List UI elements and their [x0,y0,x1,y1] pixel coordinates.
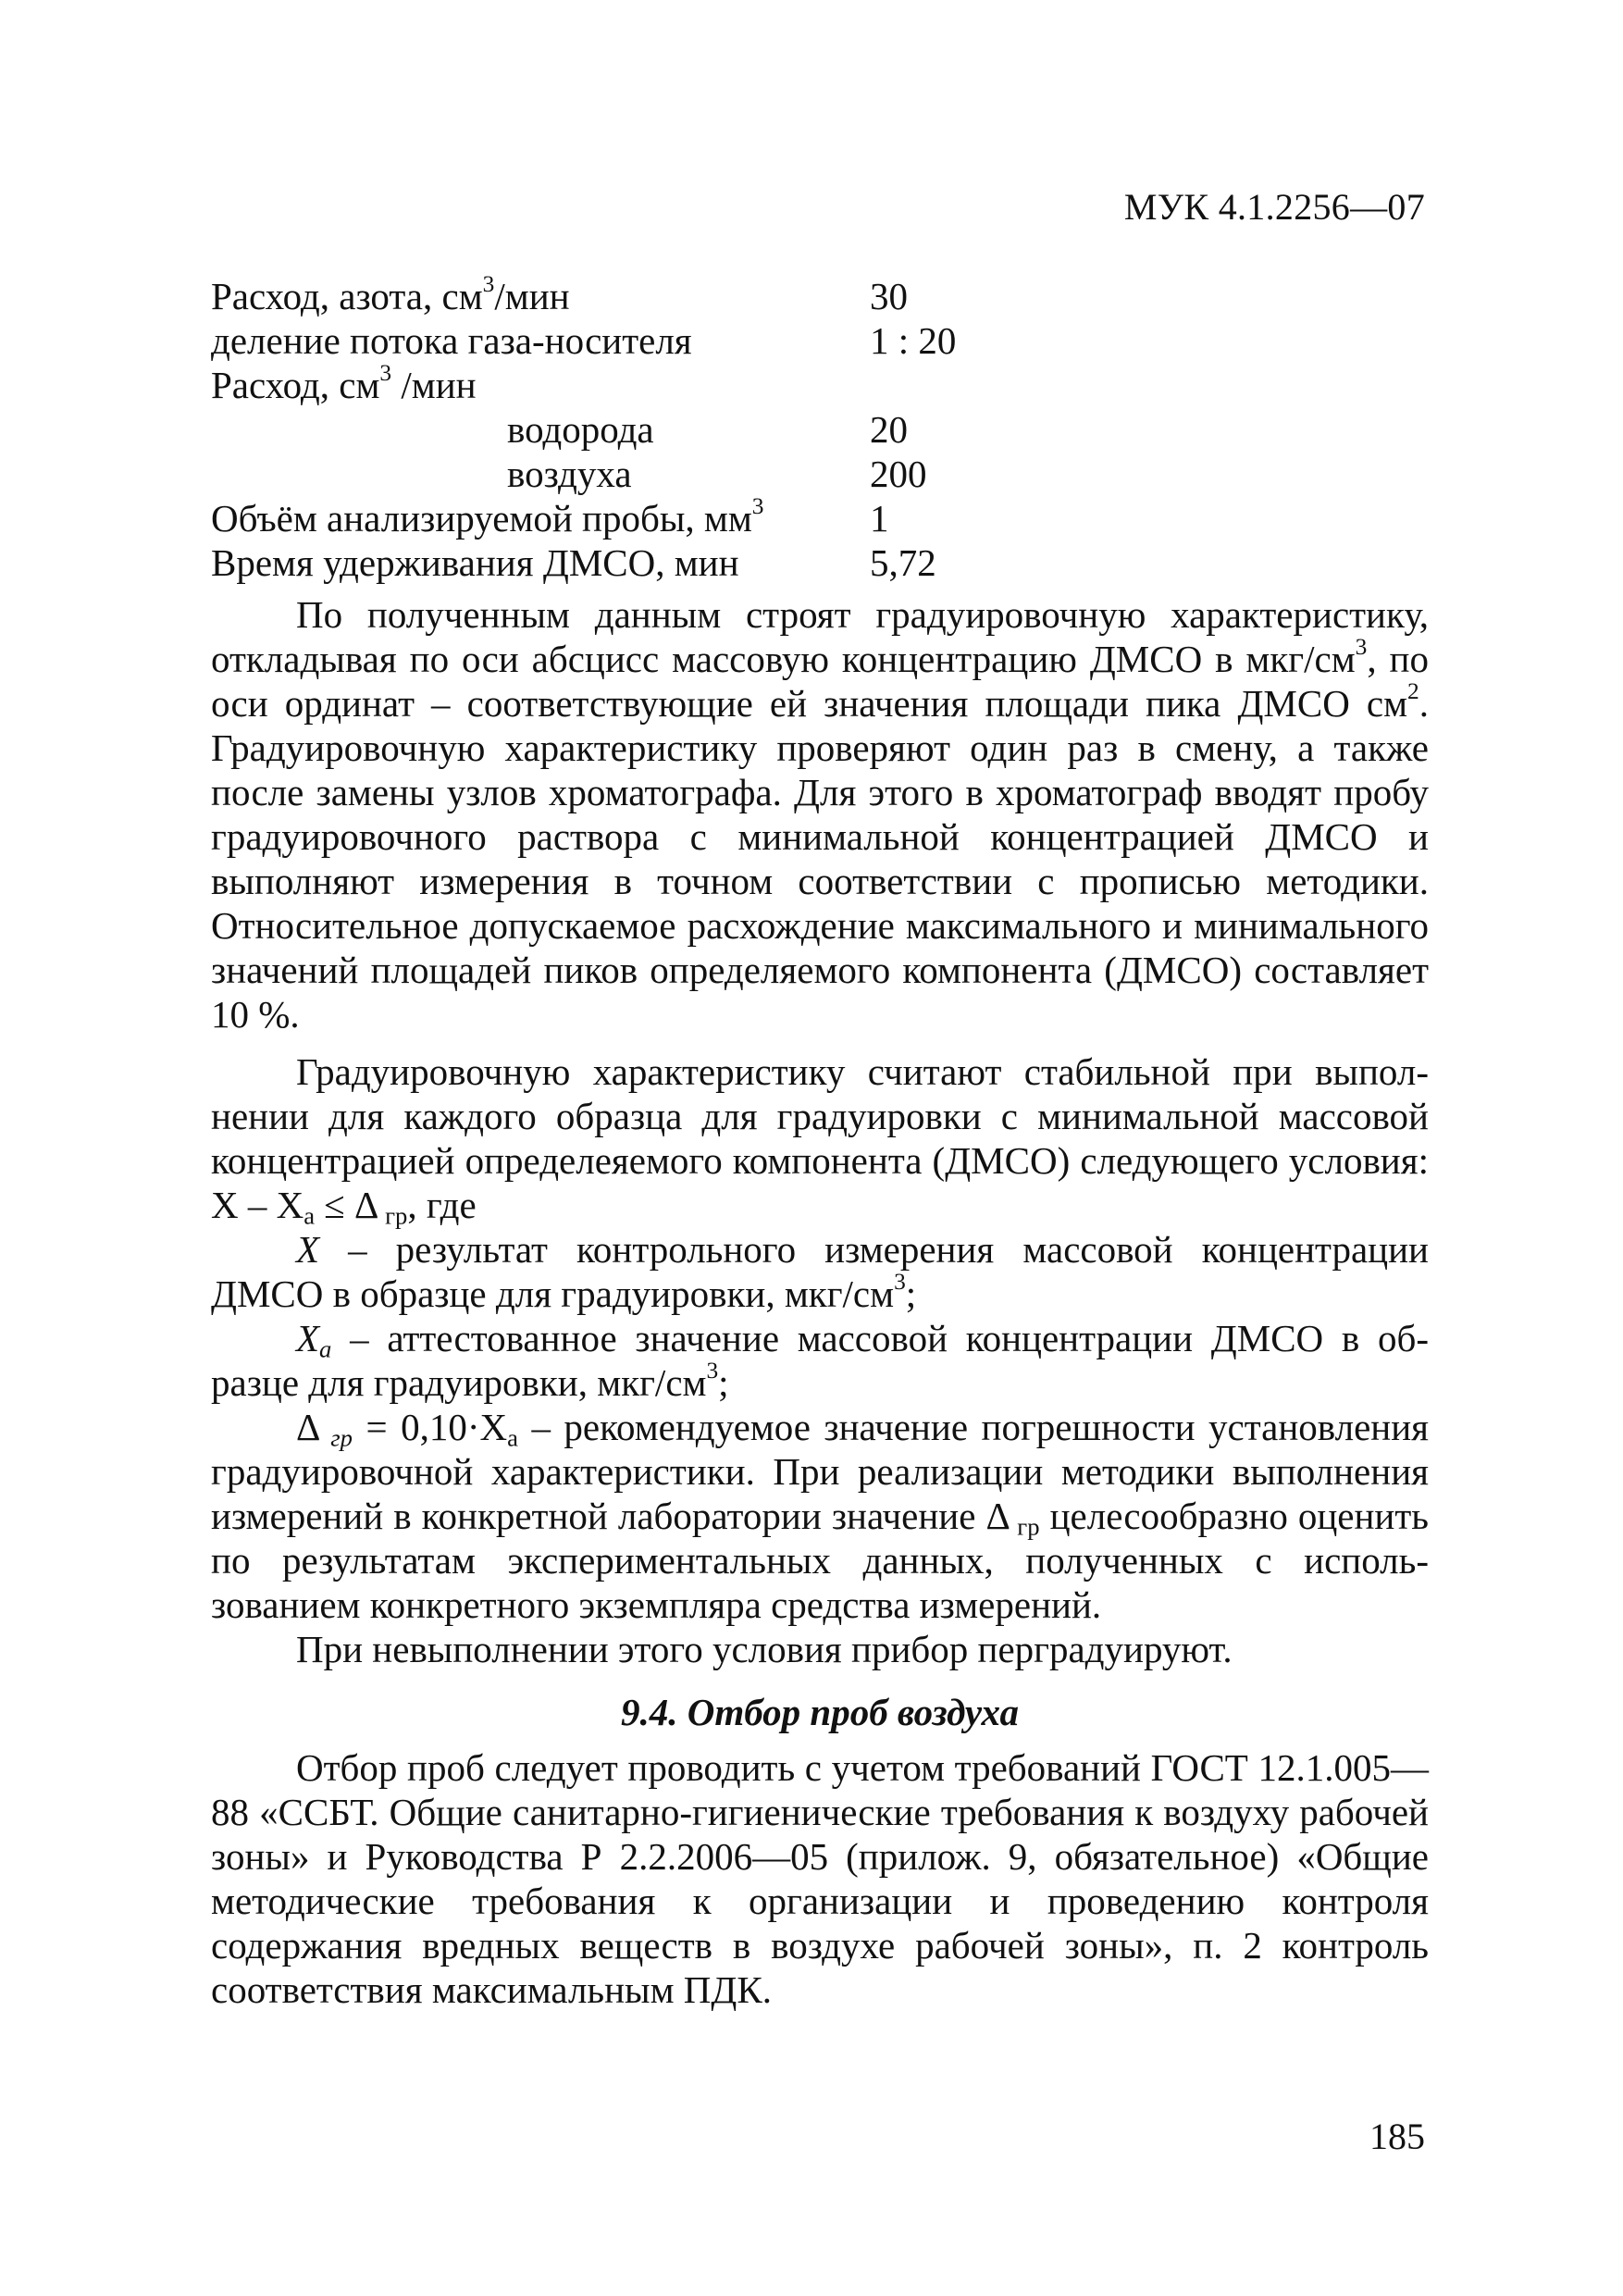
paragraph-recalibration: При невыполнении этого условия прибор перградуируют. [296,1628,1233,1670]
param-label: Время удерживания ДМСО, мин [211,541,739,584]
section-heading: 9.4. Отбор проб воздуха [620,1691,1020,1733]
param-label: Расход, азота, $см^3$/мин [211,270,570,317]
param-label: Расход, $см^3$ /мин [211,359,477,406]
param-row [211,359,1432,407]
parameters-list [211,270,1432,585]
document-code: МУК 4.1.2256—07 [1123,186,1425,228]
paragraph-air-sampling: Отбор проб следует проводить с учетом требований ГОСТ 12.1.005—88 «ССБТ. Общие санитарно-гигиенические требования к воздуху рабочей зоны» и Руководства Р 2.2.2006—05 (прилож. 9, обязательное) «Общие методические требования к организации и проведению контроля содержания вредных веществ в воздухе рабочей зоны», п. 2 контроль соответствия максимальным ПДК. [211,1746,1429,2011]
param-value: 200 [870,453,927,495]
param-value: 1 : 20 [870,319,957,362]
param-value: 20 [870,408,908,451]
param-value: 1 [870,497,889,540]
param-row [211,318,1432,363]
definition-delta: Δ $_{гр} = 0,10\cdot X_a$ – рекомендуемое значение погрешности установления градуировочной характеристики. При реализации методики выполнения измерений в конкретной лаборатории значение Δ $_{гр}$ целесообразно оценить по результатам экспериментальных данных, полученных с использованием конкретного экземпляра средства измерений. [211,1406,1430,1626]
param-value: 30 [870,275,908,317]
param-row [211,407,1432,452]
param-label: Объём анализируемой пробы, $мм^3$ [211,492,764,540]
param-label: водорода [507,408,654,451]
param-label: воздуха [507,453,632,495]
definition-x: X – результат контрольного измерения массовой концентрации ДМСО в образце для градуировки, мкг/$см^3$; [211,1228,1429,1315]
param-row [211,492,1432,540]
paragraph-stability: Градуировочную характеристику считают стабильной при выполнении для каждого образца для градуировки с минимальной массовой концентрацией определеяемого компонента (ДМСО) следующего условия: $X - X_a \le \Delta$ $_{гр}$, где [211,1050,1429,1230]
paragraph-calibration: По полученным данным строят градуировочную характеристику, откладывая по оси абсцисс массовую концентрацию ДМСО в мкг/$см^3$, по оси ординат – соответствующие ей значения площади пика ДМСО $см^2$. Градуировочную характеристику проверяют один раз в смену, а также после замены узлов хроматографа. Для этого в хроматограф вводят пробу градуировочного раствора с минимальной концентрацией ДМСО и выполняют измерения в точном соответствии с прописью методики. Относительное допускаемое расхождение максимального и минимального значений площадей пиков определяемого компонента (ДМСО) составляет 10 %. [211,593,1429,1036]
param-label: деление потока газа-носителя [211,319,692,362]
param-row [211,540,1432,585]
param-row [211,270,1432,318]
definition-xa: $X_a$ – аттестованное значение массовой концентрации ДМСО в образце для градуировки, мкг/$см^3$; [211,1317,1429,1404]
param-row [211,452,1432,496]
body-text [211,592,1429,2012]
param-value: 5,72 [870,541,936,584]
page-number: 185 [1369,2116,1425,2157]
